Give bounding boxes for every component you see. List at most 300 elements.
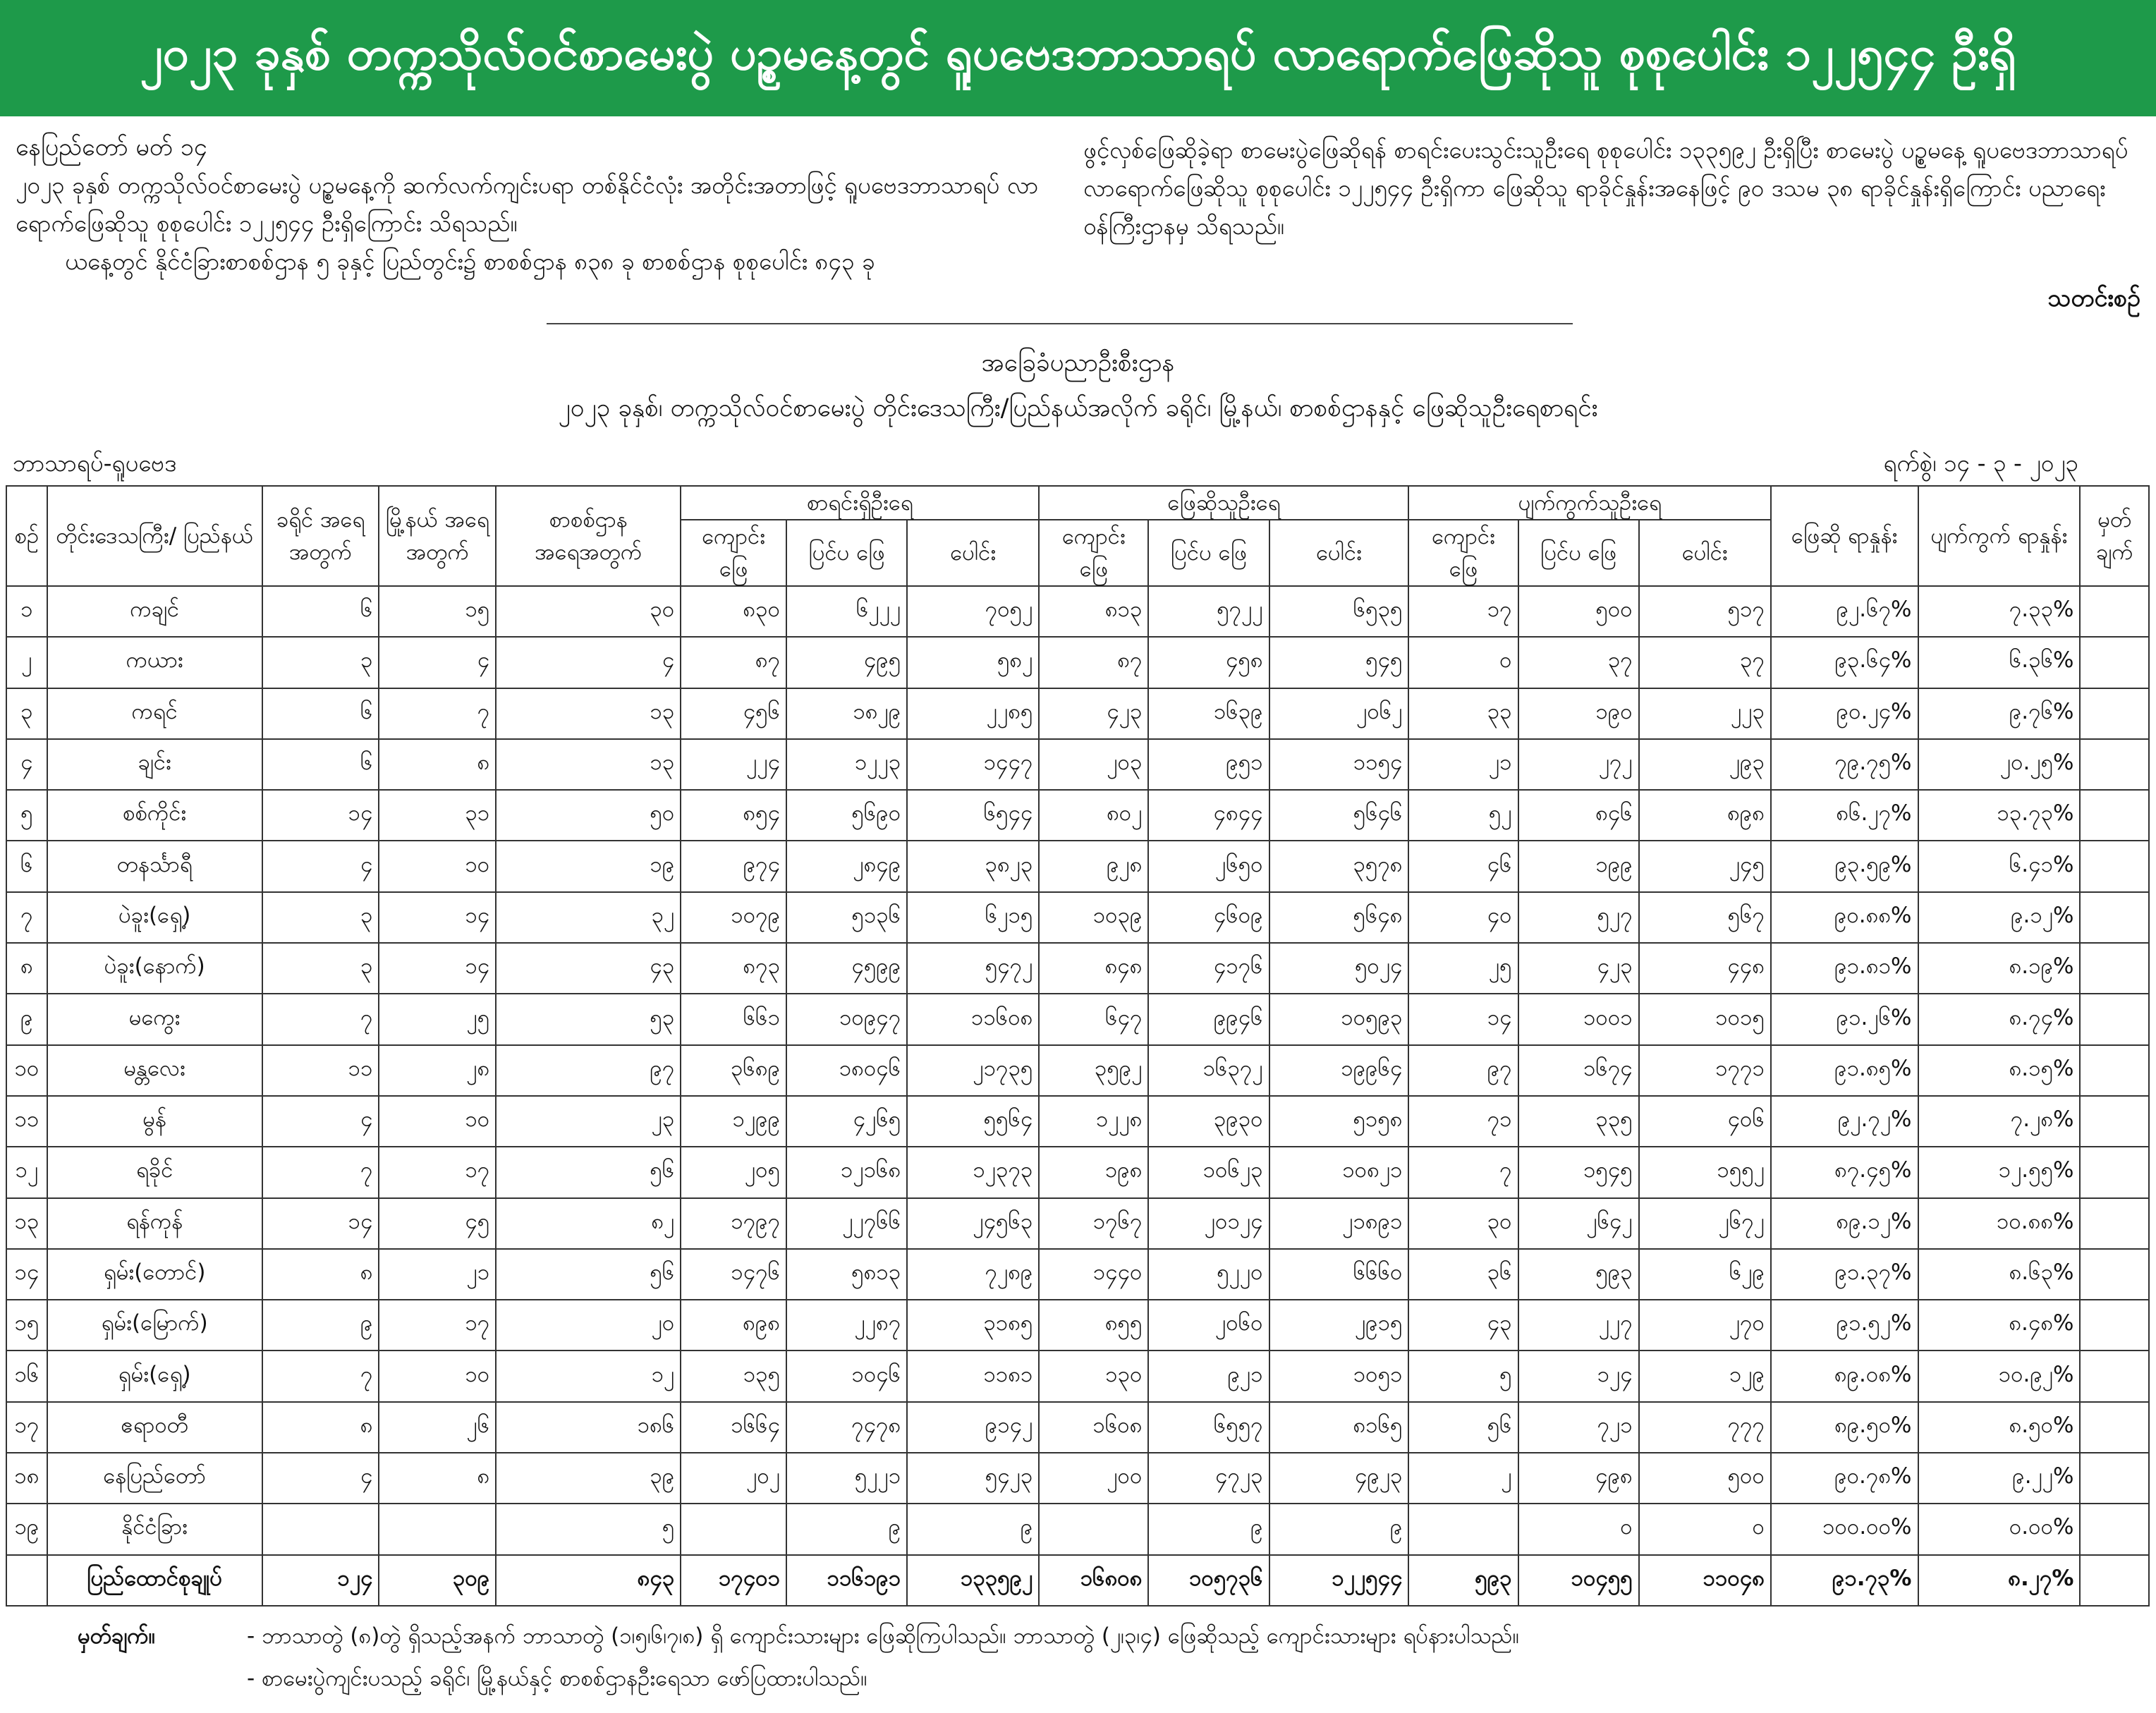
table-cell: ၂၇၂	[1518, 739, 1639, 790]
table-cell	[2080, 1249, 2149, 1300]
table-cell	[681, 1504, 786, 1554]
table-cell	[2080, 892, 2149, 943]
table-cell: ၁၄	[379, 943, 496, 994]
table-row	[6, 637, 2149, 688]
table-cell: ဧရာဝတီ	[47, 1402, 262, 1453]
table-cell: ၁၃	[6, 1198, 47, 1249]
table-cell: ၃၅၉၂	[1039, 1045, 1148, 1096]
table-cell	[2080, 1198, 2149, 1249]
table-cell: ၅၉၃	[1408, 1555, 1518, 1606]
table-cell: ၉	[1269, 1504, 1409, 1554]
table-cell: ၅၆၄၈	[1269, 892, 1409, 943]
table-cell: ကရင်	[47, 688, 262, 739]
table-cell: ၁၇	[379, 1147, 496, 1197]
table-row	[6, 1300, 2149, 1351]
table-row	[6, 688, 2149, 739]
table-cell: ၁၆	[6, 1351, 47, 1401]
table-cell: ၂၆၇၂	[1639, 1198, 1771, 1249]
table-row	[6, 1249, 2149, 1300]
table-cell: ၉၃.၅၉%	[1771, 841, 1918, 891]
table-cell: ၁၉	[496, 841, 681, 891]
col-sat-school: ကျောင်း ဖြေ	[1039, 520, 1148, 586]
table-cell: ၁၀.၉၂%	[1918, 1351, 2081, 1401]
table-cell: ၄၃	[496, 943, 681, 994]
table-cell: ၄	[496, 637, 681, 688]
table-cell: ၀	[1408, 637, 1518, 688]
table-cell: ၁၄	[1408, 994, 1518, 1044]
table-cell: ၁၈၆	[496, 1402, 681, 1453]
table-cell: ၂၀၀	[1039, 1453, 1148, 1504]
table-cell: ရန်ကုန်	[47, 1198, 262, 1249]
table-cell: ၃၆၈၉	[681, 1045, 786, 1096]
table-cell: ၇.၃၃%	[1918, 586, 2081, 637]
table-cell: ၇	[262, 1351, 379, 1401]
table-cell: ၈၉၈	[1639, 790, 1771, 841]
col-sat: ဖြေဆိုသူဦးရေ	[1039, 486, 1408, 520]
table-cell: ၉၇	[496, 1045, 681, 1096]
table-cell: ၃၂	[496, 892, 681, 943]
table-cell: ၈၅၅	[1039, 1300, 1148, 1351]
table-cell: ၂၀	[496, 1300, 681, 1351]
col-registered: စာရင်းရှိဦးရေ	[681, 486, 1039, 520]
table-cell: ၉.၂၂%	[1918, 1453, 2081, 1504]
table-cell: ၂၈	[379, 1045, 496, 1096]
table-cell: ၉၇	[1408, 1045, 1518, 1096]
table-cell: ၄၂၆၅	[786, 1096, 907, 1147]
table-cell: မွန်	[47, 1096, 262, 1147]
table-cell: ၆	[262, 586, 379, 637]
table-header-row-1	[6, 486, 2149, 520]
table-cell: ၁၀၃၉	[1039, 892, 1148, 943]
col-township: မြို့နယ် အရေ အတွက်	[379, 486, 496, 586]
table-cell: ၁၈၂၉	[786, 688, 907, 739]
table-cell: ၂၉၁၅	[1269, 1300, 1409, 1351]
table-cell: ၁၁၅၄	[1269, 739, 1409, 790]
table-cell: ၉၁၄၂	[907, 1402, 1039, 1453]
table-cell: ၈.၁၉%	[1918, 943, 2081, 994]
article-paragraph-2: ယနေ့တွင် နိုင်ငံခြားစာစစ်ဌာန ၅ ခုနှင့် ပြည်တွင်း၌ စာစစ်ဌာန ၈၃၈ ခု စာစစ်ဌာန စုစုပေါင်း ၈၄၃ ခု	[65, 248, 875, 275]
table-cell: ၁၂၉၉	[681, 1096, 786, 1147]
table-cell: ၁၅	[6, 1300, 47, 1351]
table-cell: ၂၁	[379, 1249, 496, 1300]
table-cell: ၃	[6, 688, 47, 739]
table-row	[6, 739, 2149, 790]
table-cell: ၃၇	[1639, 637, 1771, 688]
table-cell: ရှမ်း(ရှေ့)	[47, 1351, 262, 1401]
table-cell: ၄၂၃	[1518, 943, 1639, 994]
table-cell: ၁၂၁၆၈	[786, 1147, 907, 1197]
table-cell: ၁၉	[6, 1504, 47, 1554]
table-cell: ၄၅၉၉	[786, 943, 907, 994]
table-cell: မကွေး	[47, 994, 262, 1044]
table-cell: ၁၂၄	[262, 1555, 379, 1606]
table-cell: ၇.၂၈%	[1918, 1096, 2081, 1147]
col-registered-private: ပြင်ပ ဖြေ	[786, 520, 907, 586]
table-cell: ၈၃၀	[681, 586, 786, 637]
table-cell: ၉၁.၈၅%	[1771, 1045, 1918, 1096]
table-cell	[2080, 739, 2149, 790]
table-cell: ၂၀၁၂၄	[1148, 1198, 1269, 1249]
table-cell: ၁၆၆၄	[681, 1402, 786, 1453]
table-cell: ၁၀၅၇၃၆	[1148, 1555, 1269, 1606]
table-cell	[2080, 1147, 2149, 1197]
table-cell: ၅	[496, 1504, 681, 1554]
table-cell: ၇၀၅၂	[907, 586, 1039, 637]
note-1: - ဘာသာတွဲ (၈)တွဲ ရှိသည့်အနက် ဘာသာတွဲ (၁၊၅၊၆၊၇၊၈) ရှိ ကျောင်းသားများ ဖြေဆိုကြပါသည်။ ဘာသာတွဲ (၂၊၃၊၄) ဖြေဆိုသည့် ကျောင်းသားများ ရပ်နားပါသည်။	[247, 1623, 1519, 1649]
table-cell: ၆၅၃၅	[1269, 586, 1409, 637]
table-cell: ၉၇၄	[681, 841, 786, 891]
table-cell: ၆၂၂၂	[786, 586, 907, 637]
table-cell: ၆.၄၁%	[1918, 841, 2081, 891]
table-cell: ၁၂၂၈	[1039, 1096, 1148, 1147]
table-cell: ၄၄၈	[1639, 943, 1771, 994]
table-cell: ၄၀	[1408, 892, 1518, 943]
table-cell: ၆.၃၆%	[1918, 637, 2081, 688]
table-cell: ၇	[6, 892, 47, 943]
table-cell: ၁၀၀.၀၀%	[1771, 1504, 1918, 1554]
article-paragraph-1: ၂၀၂၃ ခုနှစ် တက္ကသိုလ်ဝင်စာမေးပွဲ ပဉ္စမနေ့ကို ဆက်လက်ကျင်းပရာ တစ်နိုင်ငံလုံး အတိုင်းအတာဖြင့် ရူပဗေဒဘာသာရပ် လာရောက်ဖြေဆိုသူ စုစုပေါင်း ၁၂၂၅၄၄ ဦးရှိကြောင်း သိရသည်။	[16, 171, 1039, 237]
table-cell: ၄၂၃	[1039, 688, 1148, 739]
col-centre: စာစစ်ဌာန အရေအတွက်	[496, 486, 681, 586]
table-cell: ပဲခူး(နောက်)	[47, 943, 262, 994]
table-cell	[2080, 586, 2149, 637]
table-cell: ၂၁၈၉၁	[1269, 1198, 1409, 1249]
table-cell: ၅၁၃၆	[786, 892, 907, 943]
table-cell: ၈၇.၄၅%	[1771, 1147, 1918, 1197]
table-cell: ၇၄၇၈	[786, 1402, 907, 1453]
table-cell: ၆	[262, 739, 379, 790]
headline-banner: ၂၀၂၃ ခုနှစ် တက္ကသိုလ်ဝင်စာမေးပွဲ ပဉ္စမနေ့တွင် ရူပဗေဒဘာသာရပ် လာရောက်ဖြေဆိုသူ စုစုပေါင်း ၁၂၂၅၄၄ ဦးရှိ	[0, 0, 2156, 116]
table-cell: ၇၇၇	[1639, 1402, 1771, 1453]
table-cell: ၅၈၂	[907, 637, 1039, 688]
col-district: ခရိုင် အရေ အတွက်	[262, 486, 379, 586]
table-cell: ၁၀.၈၈%	[1918, 1198, 2081, 1249]
table-cell: ၈၄၃	[496, 1555, 681, 1606]
table-cell: ၇	[379, 688, 496, 739]
table-cell: ၃၁	[379, 790, 496, 841]
table-cell: ၁၀၆၂၃	[1148, 1147, 1269, 1197]
table-cell: ၀.၀၀%	[1918, 1504, 2081, 1554]
article-right-column	[1083, 131, 2141, 245]
table-cell: ၂၂၈၇	[786, 1300, 907, 1351]
col-no: စဉ်	[6, 486, 47, 586]
table-cell: ၄၅၆	[681, 688, 786, 739]
table-cell: ၈.၇၄%	[1918, 994, 2081, 1044]
table-cell: ၅၆	[496, 1147, 681, 1197]
table-cell: ၈၉၈	[681, 1300, 786, 1351]
table-cell: ၅၂	[1408, 790, 1518, 841]
table-cell: ၃၁၈၅	[907, 1300, 1039, 1351]
table-cell: ၉၁.၇၃%	[1771, 1555, 1918, 1606]
table-cell: ချင်း	[47, 739, 262, 790]
table-cell: ၉၂.၇၂%	[1771, 1096, 1918, 1147]
col-sat-pct: ဖြေဆို ရာနှုန်း	[1771, 486, 1918, 586]
table-cell: ၉	[786, 1504, 907, 1554]
table-row	[6, 1504, 2149, 1554]
table-cell: ၄၉၂၃	[1269, 1453, 1409, 1504]
table-cell: ၁၀၄၅၅	[1518, 1555, 1639, 1606]
table-cell: ၅၂၂၁	[786, 1453, 907, 1504]
table-cell	[2080, 1351, 2149, 1401]
table-cell: ၁၇	[1408, 586, 1518, 637]
table-cell: ၁၈	[6, 1453, 47, 1504]
table-cell: ၂၂၇၆၆	[786, 1198, 907, 1249]
table-cell: ၁၀၁၅	[1639, 994, 1771, 1044]
table-cell: ၁၀	[379, 1096, 496, 1147]
table-row	[6, 841, 2149, 891]
table-cell: ၁၁၆၁၉၁	[786, 1555, 907, 1606]
table-cell: ၁	[6, 586, 47, 637]
table-cell: ၂၅	[1408, 943, 1518, 994]
table-cell	[2080, 1045, 2149, 1096]
table-cell: ၁၀	[379, 841, 496, 891]
table-cell: ၉	[6, 994, 47, 1044]
table-cell: ၄	[379, 637, 496, 688]
table-cell: ၉၀.၇၈%	[1771, 1453, 1918, 1504]
table-cell: ၆၆၆၀	[1269, 1249, 1409, 1300]
table-cell: ၅	[1408, 1351, 1518, 1401]
table-cell: ၁၄၄၇	[907, 739, 1039, 790]
table-cell: ၁၂	[6, 1147, 47, 1197]
table-cell: ၈.၄၈%	[1918, 1300, 2081, 1351]
table-cell: ၅၉၃	[1518, 1249, 1639, 1300]
table-cell: ၈	[379, 739, 496, 790]
results-table	[6, 485, 2150, 1607]
table-cell: ၇	[262, 994, 379, 1044]
table-cell: ၈၇	[1039, 637, 1148, 688]
table-cell	[262, 1504, 379, 1554]
table-cell: ၁၂၄	[1518, 1351, 1639, 1401]
table-cell	[2080, 1096, 2149, 1147]
table-cell: ၈၂	[496, 1198, 681, 1249]
table-cell: ၂၁၇၃၅	[907, 1045, 1039, 1096]
table-cell: ၉	[907, 1504, 1039, 1554]
table-cell: ၁၇	[6, 1402, 47, 1453]
table-cell	[2080, 688, 2149, 739]
table-cell: ၀	[1639, 1504, 1771, 1554]
article-left-column	[16, 166, 1073, 281]
table-cell: ကချင်	[47, 586, 262, 637]
table-cell: ၂၂၇	[1518, 1300, 1639, 1351]
table-cell: ၄၀၆	[1639, 1096, 1771, 1147]
table-cell: ၁၅	[379, 586, 496, 637]
notes-label: မှတ်ချက်။	[78, 1623, 155, 1649]
table-cell: ၁၆၇၄	[1518, 1045, 1639, 1096]
table-cell: ၁၁၆၀၈	[907, 994, 1039, 1044]
department-name: အခြေခံပညာဦးစီးဌာန	[981, 349, 1175, 377]
table-cell: နေပြည်တော်	[47, 1453, 262, 1504]
table-cell: ၁၃	[496, 739, 681, 790]
table-cell	[2080, 637, 2149, 688]
table-cell: ၈၉.၀၈%	[1771, 1351, 1918, 1401]
table-cell: ၈	[379, 1453, 496, 1504]
col-absent-total: ပေါင်း	[1639, 520, 1771, 586]
table-cell: ၂၄၅၆၃	[907, 1198, 1039, 1249]
table-cell: ၁၀၅၁	[1269, 1351, 1409, 1401]
table-cell: ၇၂၁	[1518, 1402, 1639, 1453]
table-cell	[1408, 1504, 1518, 1554]
table-cell: ၁၄	[6, 1249, 47, 1300]
table-row	[6, 1147, 2149, 1197]
table-cell: ၁၈၀၄၆	[786, 1045, 907, 1096]
table-cell: ၂၆၄၂	[1518, 1198, 1639, 1249]
table-cell: ၅၁၅၈	[1269, 1096, 1409, 1147]
table-body	[6, 586, 2149, 1606]
col-sat-total: ပေါင်း	[1269, 520, 1409, 586]
table-cell: ၃၃	[1408, 688, 1518, 739]
table-cell: ၈၁၆၅	[1269, 1402, 1409, 1453]
table-cell: ၈၇	[681, 637, 786, 688]
table-cell: ၃၉၃၀	[1148, 1096, 1269, 1147]
table-cell: ၇၉.၇၅%	[1771, 739, 1918, 790]
table-cell: ၂၅	[379, 994, 496, 1044]
table-cell: ၈၁၃	[1039, 586, 1148, 637]
table-cell: ၉၀.၂၄%	[1771, 688, 1918, 739]
table-cell: ၅၄၇၂	[907, 943, 1039, 994]
table-cell	[1039, 1504, 1148, 1554]
table-cell: ၁၀၈၂၁	[1269, 1147, 1409, 1197]
table-cell: ၆၂၉	[1639, 1249, 1771, 1300]
table-cell: ၃၀	[496, 586, 681, 637]
divider	[547, 323, 1573, 324]
table-cell: ၉၁.၃၇%	[1771, 1249, 1918, 1300]
table-cell: ၂၂၈၅	[907, 688, 1039, 739]
table-cell: ၉၀.၈၈%	[1771, 892, 1918, 943]
table-cell: ၅	[6, 790, 47, 841]
table-cell: ၅၆၄၆	[1269, 790, 1409, 841]
table-cell: ၁၀	[379, 1351, 496, 1401]
table-cell: ၁၆၃၇၂	[1148, 1045, 1269, 1096]
table-title: ၂၀၂၃ ခုနှစ်၊ တက္ကသိုလ်ဝင်စာမေးပွဲ တိုင်းဒေသကြီး/ပြည်နယ်အလိုက် ခရိုင်၊ မြို့နယ်၊ စာစစ်ဌာနနှင့် ဖြေဆိုသူဦးရေစာရင်း	[558, 394, 1598, 422]
table-cell: ပြည်ထောင်စုချုပ်	[47, 1555, 262, 1606]
byline: သတင်းစဉ်	[2047, 284, 2140, 312]
table-cell: ၅၅၆၄	[907, 1096, 1039, 1147]
table-cell: ၁၉၉၆၄	[1269, 1045, 1409, 1096]
table-cell: ၄	[262, 1453, 379, 1504]
table-cell: ၄၁၇၆	[1148, 943, 1269, 994]
col-registered-school: ကျောင်း ဖြေ	[681, 520, 786, 586]
table-cell	[2080, 790, 2149, 841]
table-cell: ၁၄	[379, 892, 496, 943]
table-cell: ၁၉၈	[1039, 1147, 1148, 1197]
table-cell	[2080, 1300, 2149, 1351]
table-cell: ၈	[262, 1249, 379, 1300]
table-cell: ၈၄၈	[1039, 943, 1148, 994]
table-cell: ၁၄	[262, 1198, 379, 1249]
table-row	[6, 943, 2149, 994]
table-cell: ၉၂.၆၇%	[1771, 586, 1918, 637]
table-cell: ၄၇၂၃	[1148, 1453, 1269, 1504]
table-cell: ၃၆	[1408, 1249, 1518, 1300]
table-cell: ၄	[6, 739, 47, 790]
col-absent: ပျက်ကွက်သူဦးရေ	[1408, 486, 1770, 520]
table-cell: ၉၅၁	[1148, 739, 1269, 790]
table-cell: ၉.၇၆%	[1918, 688, 2081, 739]
table-cell: ၁၂၉	[1639, 1351, 1771, 1401]
table-cell: ၈၆.၂၇%	[1771, 790, 1918, 841]
table-cell: ၃၈၂၃	[907, 841, 1039, 891]
table-cell: ၁၃၃၅၉၂	[907, 1555, 1039, 1606]
table-cell: ၁၃.၇၃%	[1918, 790, 2081, 841]
table-cell: ၂၂၃	[1639, 688, 1771, 739]
note-2: - စာမေးပွဲကျင်းပသည့် ခရိုင်၊ မြို့နယ်နှင့် စာစစ်ဌာနဦးရေသာ ဖော်ပြထားပါသည်။	[247, 1666, 867, 1691]
table-cell: ၂၂၄	[681, 739, 786, 790]
table-cell: ၅၁၇	[1639, 586, 1771, 637]
table-cell: ၁၆၃၉	[1148, 688, 1269, 739]
table-cell: ၆၅၄၄	[907, 790, 1039, 841]
table-cell: ၁၂.၅၅%	[1918, 1147, 2081, 1197]
table-cell: ၂၆၅၀	[1148, 841, 1269, 891]
article-paragraph-3: ဖွင့်လှစ်ဖြေဆိုခဲ့ရာ စာမေးပွဲဖြေဆိုရန် စာရင်းပေးသွင်းသူဦးရေ စုစုပေါင်း ၁၃၃၅၉၂ ဦးရှိပြီး စာမေးပွဲ ပဉ္စမနေ့ ရူပဗေဒဘာသာရပ် လာရောက်ဖြေဆိုသူ စုစုပေါင်း ၁၂၂၅၄၄ ဦးရှိကာ ဖြေဆိုသူ ရာခိုင်နှုန်းအနေဖြင့် ၉၀ ဒသမ ၃၈ ရာခိုင်နှုန်းရှိကြောင်း ပညာရေးဝန်ကြီးဌာနမှ သိရသည်။	[1083, 136, 2128, 240]
table-row	[6, 1453, 2149, 1504]
table-cell: ၃	[262, 637, 379, 688]
table-cell	[2080, 943, 2149, 994]
table-cell: နိုင်ငံခြား	[47, 1504, 262, 1554]
table-cell: ၄၆၀၉	[1148, 892, 1269, 943]
table-cell: ၁၇	[379, 1300, 496, 1351]
table-cell: ၁၅၅၂	[1639, 1147, 1771, 1197]
table-cell	[2080, 1402, 2149, 1453]
table-cell: ၈.၅၀%	[1918, 1402, 2081, 1453]
table-cell: ၆၄၇	[1039, 994, 1148, 1044]
table-cell: ၂၄၅	[1639, 841, 1771, 891]
table-cell: ၁၉၉	[1518, 841, 1639, 891]
table-cell: ၇၁	[1408, 1096, 1518, 1147]
table-cell: ၉၂၁	[1148, 1351, 1269, 1401]
table-cell: ၅၂၇	[1518, 892, 1639, 943]
table-cell: ၂၀၃	[1039, 739, 1148, 790]
table-cell: ၄	[262, 1096, 379, 1147]
table-cell: မန္တလေး	[47, 1045, 262, 1096]
table-cell: ၁၇၇၁	[1639, 1045, 1771, 1096]
table-cell: ပဲခူး(ရှေ့)	[47, 892, 262, 943]
table-cell: ၅၆၉၀	[786, 790, 907, 841]
table-cell: ၀	[1518, 1504, 1639, 1554]
table-cell: ၂၀၅	[681, 1147, 786, 1197]
table-cell: ၉၁.၅၂%	[1771, 1300, 1918, 1351]
table-row	[6, 1198, 2149, 1249]
table-cell: ၈၉.၁၂%	[1771, 1198, 1918, 1249]
table-cell: ရှမ်း(တောင်)	[47, 1249, 262, 1300]
col-sat-private: ပြင်ပ ဖြေ	[1148, 520, 1269, 586]
table-cell: ၃၀၉	[379, 1555, 496, 1606]
table-cell: ၂၉၃	[1639, 739, 1771, 790]
table-cell: ၄၆	[1408, 841, 1518, 891]
table-cell: ၁၆၈၀၈	[1039, 1555, 1148, 1606]
table-cell: ၃၅၇၈	[1269, 841, 1409, 891]
table-cell	[2080, 1555, 2149, 1606]
table-cell: ၁၀၅၉၃	[1269, 994, 1409, 1044]
table-cell: ၁၂၂၃	[786, 739, 907, 790]
table-cell: ၁၇၄၀၁	[681, 1555, 786, 1606]
table-cell: ၅၆	[496, 1249, 681, 1300]
table-cell	[379, 1504, 496, 1554]
table-cell: ၃	[262, 892, 379, 943]
col-registered-total: ပေါင်း	[907, 520, 1039, 586]
table-cell: ၁၉၀	[1518, 688, 1639, 739]
table-cell: ၁၄	[262, 790, 379, 841]
table-cell: ၂၀၆၀	[1148, 1300, 1269, 1351]
table-cell: ၉၉၄၆	[1148, 994, 1269, 1044]
dateline: နေပြည်တော် မတ် ၁၄	[16, 133, 207, 161]
table-cell: ၅၃	[496, 994, 681, 1044]
table-cell: ၅၀၂၄	[1269, 943, 1409, 994]
table-cell: ၉၁.၈၁%	[1771, 943, 1918, 994]
table-cell: ၅၀၀	[1518, 586, 1639, 637]
table-cell: ၂၀၆၂	[1269, 688, 1409, 739]
table-row	[6, 1351, 2149, 1401]
table-cell: ၁၄၇၆	[681, 1249, 786, 1300]
